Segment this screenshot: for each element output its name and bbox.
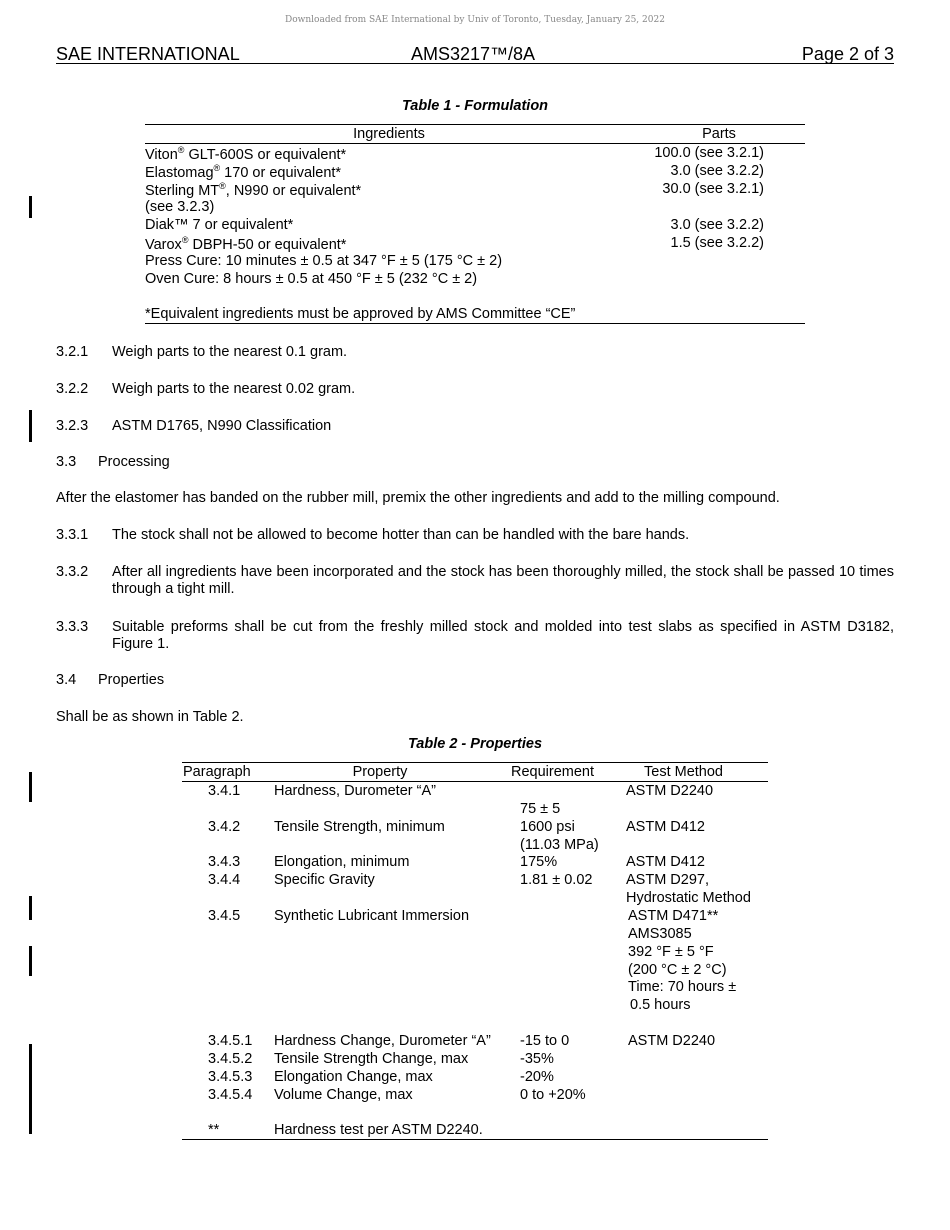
table2-para: 3.4.5.4 xyxy=(208,1087,253,1103)
table2-method: 0.5 hours xyxy=(630,997,691,1013)
registered-mark: ® xyxy=(219,181,226,191)
table1-footnote: *Equivalent ingredients must be approved by AMS Committee “CE” xyxy=(145,306,576,322)
ingredient-name: Elastomag xyxy=(145,164,214,181)
paragraph-3-3-1 xyxy=(56,527,894,544)
paragraph-3-3-2 xyxy=(56,564,894,598)
table2-property: Elongation Change, max xyxy=(274,1069,433,1085)
table2-header-rule xyxy=(182,781,768,782)
paragraph-text: Weigh parts to the nearest 0.02 gram. xyxy=(112,381,356,397)
section-3-4-heading xyxy=(56,672,894,689)
table2-header-method: Test Method xyxy=(644,764,723,780)
table2-property: Volume Change, max xyxy=(274,1087,413,1103)
table2-requirement: 175% xyxy=(520,854,558,870)
table1-ingredient xyxy=(145,217,293,233)
change-bar xyxy=(29,896,32,920)
change-bar xyxy=(29,410,32,442)
table1-header-rule xyxy=(145,143,805,144)
change-bar xyxy=(29,1044,32,1134)
header-page: Page 2 of 3 xyxy=(801,44,894,64)
table2-method: Time: 70 hours ± xyxy=(628,979,737,995)
ingredient-name: Varox xyxy=(145,236,182,253)
paragraph-number: 3.3.1 xyxy=(56,527,89,543)
section-title: Processing xyxy=(98,454,170,470)
table2-footnote-mark: ** xyxy=(208,1122,220,1138)
paragraph-number: 3.2.1 xyxy=(56,344,89,360)
table2-method: AMS3085 xyxy=(628,926,692,942)
table2-requirement: 75 ± 5 xyxy=(520,801,561,817)
table1-ingredient xyxy=(145,235,346,253)
paragraph-3-2-3 xyxy=(56,418,894,435)
table2-para: 3.4.4 xyxy=(208,872,241,888)
table2-requirement: 1600 psi xyxy=(520,819,575,835)
table2-para: 3.4.3 xyxy=(208,854,241,870)
paragraph-number: 3.3.2 xyxy=(56,564,89,580)
ingredient-name: (see 3.2.3) xyxy=(145,199,215,215)
table1-parts: 1.5 (see 3.2.2) xyxy=(670,235,764,251)
paragraph-text: After all ingredients have been incorporated and the stock has been thoroughly milled, the stock shall be passed 10 times through a tight mill. xyxy=(112,564,894,597)
paragraph-text: The stock shall not be allowed to become hotter than can be handled with the bare hands. xyxy=(112,527,690,543)
table1-top-rule xyxy=(145,124,805,125)
table2-method: ASTM D412 xyxy=(626,819,705,835)
table1-oven-cure: Oven Cure: 8 hours ± 0.5 at 450 °F ± 5 (232 °C ± 2) xyxy=(145,271,478,287)
table2-method: ASTM D412 xyxy=(626,854,705,870)
ingredient-name: Viton xyxy=(145,146,178,163)
table2-method: ASTM D297, xyxy=(626,872,709,888)
paragraph-text: Weigh parts to the nearest 0.1 gram. xyxy=(112,344,348,360)
paragraph-number: 3.3.3 xyxy=(56,619,89,635)
section-3-4-body: Shall be as shown in Table 2. xyxy=(56,709,244,725)
section-number: 3.3 xyxy=(56,454,77,470)
table1-parts: 30.0 (see 3.2.1) xyxy=(662,181,764,197)
table1-parts: 3.0 (see 3.2.2) xyxy=(670,217,764,233)
registered-mark: ® xyxy=(213,163,221,173)
table1-header-parts: Parts xyxy=(702,126,736,142)
table2-property: Tensile Strength Change, max xyxy=(274,1051,469,1067)
table1-ingredient xyxy=(145,163,341,181)
table1-header-ingredients: Ingredients xyxy=(353,126,425,142)
table1-ingredient xyxy=(145,199,214,215)
section-number: 3.4 xyxy=(56,672,77,688)
table2-para: 3.4.5 xyxy=(208,908,241,924)
change-bar xyxy=(29,772,32,802)
table2-method: ASTM D2240 xyxy=(626,783,714,799)
table2-property: Hardness, Durometer “A” xyxy=(274,783,436,799)
ingredient-name: Diak™ 7 or equivalent* xyxy=(145,217,294,233)
table2-footnote-text: Hardness test per ASTM D2240. xyxy=(274,1122,483,1138)
paragraph-text: ASTM D1765, N990 Classification xyxy=(112,418,332,434)
table2-requirement: (11.03 MPa) xyxy=(520,837,599,853)
table1-ingredient xyxy=(145,145,346,163)
table2-property: Elongation, minimum xyxy=(274,854,410,870)
table2-para: 3.4.2 xyxy=(208,819,241,835)
table2-method: 392 °F ± 5 °F xyxy=(628,944,714,960)
paragraph-3-2-1 xyxy=(56,344,894,361)
download-note: Downloaded from SAE International by Univ of Toronto, Tuesday, January 25, 2022 xyxy=(285,15,665,25)
table2-header-property: Property xyxy=(352,764,408,780)
table2-property: Specific Gravity xyxy=(274,872,375,888)
table1-caption: Table 1 - Formulation xyxy=(401,98,549,114)
change-bar xyxy=(29,196,32,218)
table1-parts: 100.0 (see 3.2.1) xyxy=(654,145,764,161)
table1-parts: 3.0 (see 3.2.2) xyxy=(670,163,764,179)
ingredient-detail: GLT-600S or equivalent* xyxy=(184,146,347,163)
header-doc-id: AMS3217™/8A xyxy=(411,44,536,64)
registered-mark: ® xyxy=(177,145,185,155)
table2-para: 3.4.5.1 xyxy=(208,1033,253,1049)
paragraph-text: Suitable preforms shall be cut from the freshly milled stock and molded into test slabs as specified in ASTM D3182, Figure 1. xyxy=(112,619,894,652)
ingredient-detail: 170 or equivalent* xyxy=(220,164,342,181)
table2-header-paragraph: Paragraph xyxy=(183,764,251,780)
paragraph-3-2-2 xyxy=(56,381,894,398)
paragraph-3-3-3 xyxy=(56,619,894,653)
table1-ingredient xyxy=(145,181,361,199)
header-org: SAE INTERNATIONAL xyxy=(56,44,240,64)
header-rule xyxy=(56,63,894,64)
table2-header-requirement: Requirement xyxy=(511,764,595,780)
section-3-3-body: After the elastomer has banded on the rubber mill, premix the other ingredients and add to the milling compound. xyxy=(56,490,780,506)
table2-method: (200 °C ± 2 °C) xyxy=(628,962,727,978)
table2-method: ASTM D471** xyxy=(628,908,719,924)
table2-requirement: -20% xyxy=(520,1069,554,1085)
change-bar xyxy=(29,946,32,976)
table2-requirement: 0 to +20% xyxy=(520,1087,586,1103)
table2-requirement: -35% xyxy=(520,1051,554,1067)
table2-bottom-rule xyxy=(182,1139,768,1140)
table2-property: Tensile Strength, minimum xyxy=(274,819,445,835)
ingredient-name: Sterling MT xyxy=(145,182,220,199)
table2-requirement: -15 to 0 xyxy=(520,1033,570,1049)
registered-mark: ® xyxy=(181,235,189,245)
table2-para: 3.4.5.3 xyxy=(208,1069,253,1085)
table2-requirement: 1.81 ± 0.02 xyxy=(520,872,593,888)
section-3-3-heading xyxy=(56,454,894,471)
table2-para: 3.4.1 xyxy=(208,783,241,799)
paragraph-number: 3.2.3 xyxy=(56,418,89,434)
ingredient-detail: , N990 or equivalent* xyxy=(225,182,362,199)
table2-para: 3.4.5.2 xyxy=(208,1051,253,1067)
table1-press-cure: Press Cure: 10 minutes ± 0.5 at 347 °F ± 5 (175 °C ± 2) xyxy=(145,253,503,269)
table2-top-rule xyxy=(182,762,768,763)
table2-method: ASTM D2240 xyxy=(628,1033,716,1049)
section-title: Properties xyxy=(98,672,165,688)
paragraph-number: 3.2.2 xyxy=(56,381,89,397)
table2-method: Hydrostatic Method xyxy=(626,890,751,906)
ingredient-detail: DBPH-50 or equivalent* xyxy=(188,236,347,253)
table2-property: Synthetic Lubricant Immersion xyxy=(274,908,470,924)
table1-bottom-rule xyxy=(145,323,805,324)
table2-property: Hardness Change, Durometer “A” xyxy=(274,1033,491,1049)
table2-caption: Table 2 - Properties xyxy=(407,736,543,752)
